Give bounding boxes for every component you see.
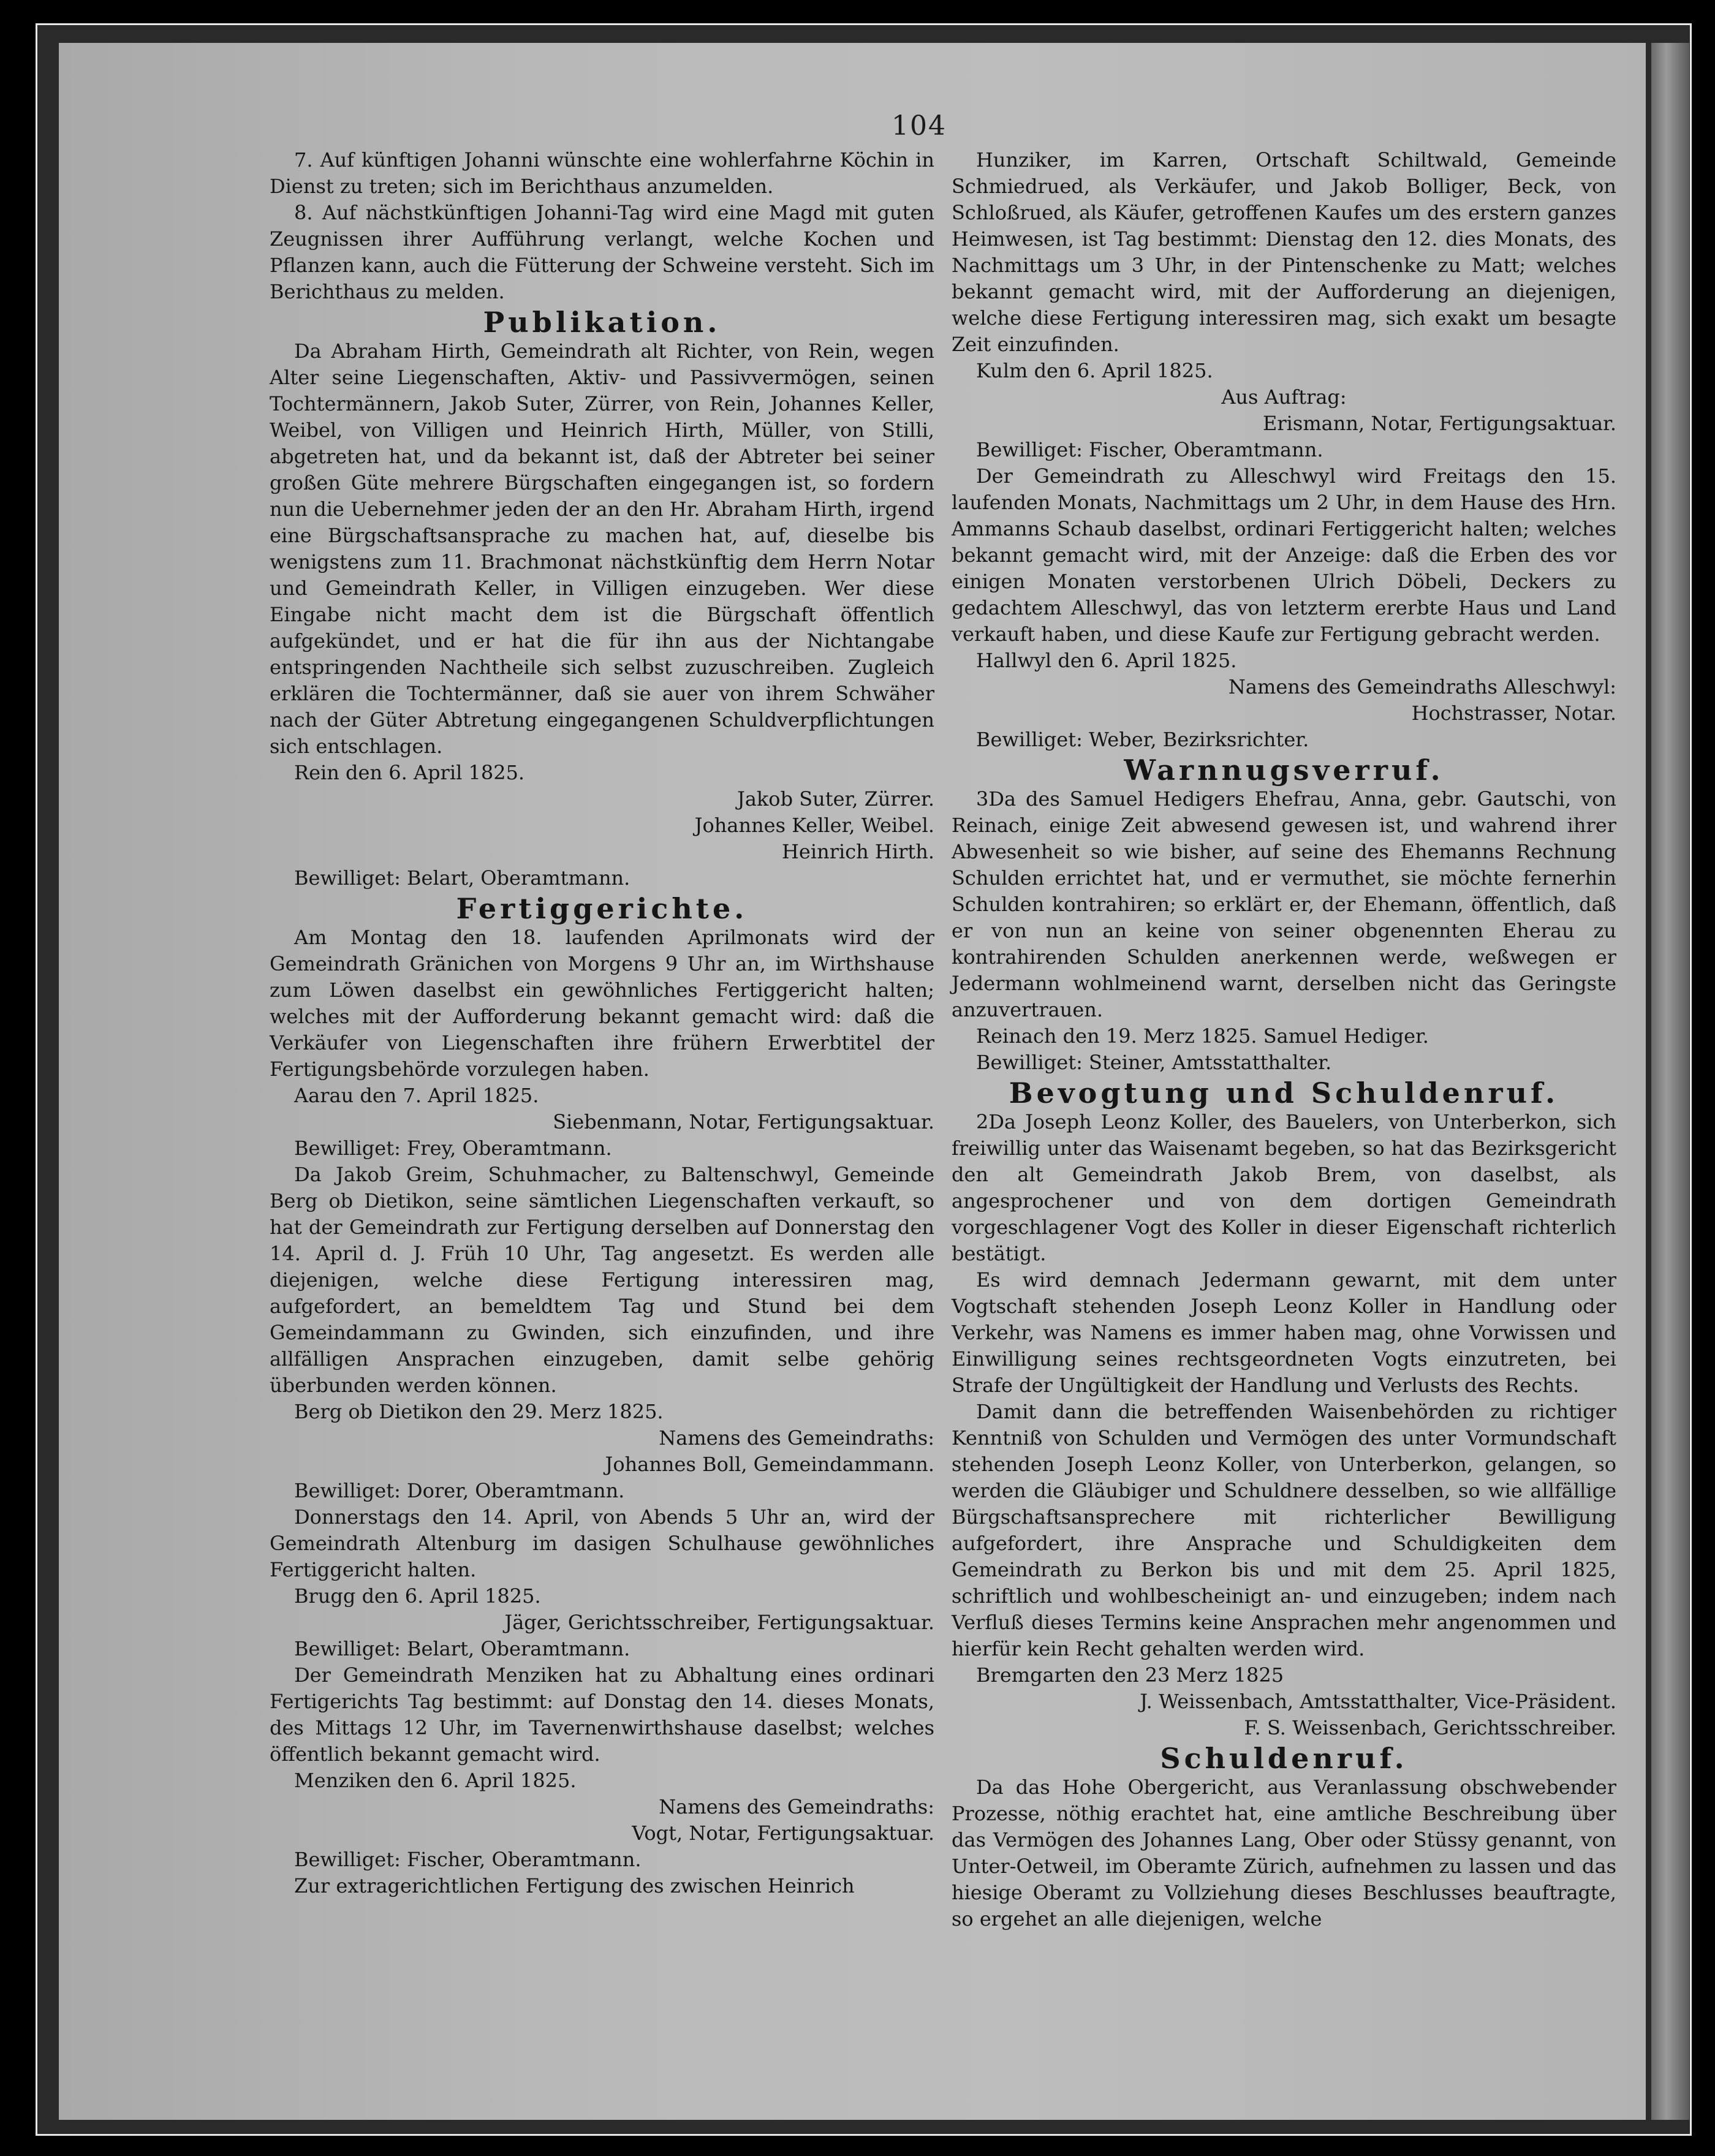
- paragraph: Rein den 6. April 1825.: [294, 761, 525, 784]
- signature-line: Namens des Gemeindraths Alleschwyl:: [1228, 675, 1616, 698]
- paragraph: Es wird demnach Jedermann gewarnt, mit dem unter Vogtschaft stehenden Joseph Leonz Koller in Handlung oder Verkehr, was Namens es immer haben mag, ohne Vorwissen und Einwilligung seines rechtsgeordneten Vogts einzutreten, bei Strafe der Ungültigkeit der Handlung und Verlusts des Rechts.: [952, 1268, 1616, 1397]
- signature-line: Johannes Keller, Weibel.: [694, 814, 934, 837]
- paragraph: Bewilliget: Dorer, Oberamtmann.: [294, 1479, 625, 1502]
- paragraph: Bewilliget: Fischer, Oberamtmann.: [976, 438, 1323, 461]
- section-heading: Publikation.: [483, 306, 721, 339]
- section-heading: Fertiggerichte.: [456, 892, 748, 925]
- paragraph: Bewilliget: Frey, Oberamtmann.: [294, 1137, 612, 1160]
- paragraph: Damit dann die betreffenden Waisenbehörden zu richtiger Kenntniß von Schulden und Vermögen des unter Vormundschaft stehenden Joseph Leonz Koller, von Unterberkon, gelangen, so werden die Gläubiger und Schuldnere desselben, so wie allfällige Bürgschaftsansprechere mit richterlicher Bewilligung aufgefordert, ihre Ansprache und Schuldigkeiten dem Gemeindrath zu Berkon bis und mit dem 25. April 1825, schriftlich und wohlbescheinigt an- und einzugeben; indem nach Verfluß dieses Termins keine Ansprachen mehr angenommen und hierfür kein Recht gehalten werden wird.: [952, 1400, 1616, 1660]
- paragraph: Der Gemeindrath zu Alleschwyl wird Freitags den 15. laufenden Monats, Nachmittags um 2 Uhr, in dem Hause des Hrn. Ammanns Schaub daselbst, ordinari Fertiggericht halten; welches bekannt gemacht wird, mit der Anzeige: daß die Erben des vor einigen Monaten verstorbenen Ulrich Döbeli, Deckers zu gedachtem Alleschwyl, das von letzterm ererbte Haus und Land verkauft haben, und diese Kaufe zur Fertigung gebracht werden.: [952, 464, 1616, 646]
- paragraph: Hallwyl den 6. April 1825.: [976, 649, 1237, 672]
- signature-line: Johannes Boll, Gemeindammann.: [605, 1453, 934, 1476]
- paragraph: Am Montag den 18. laufenden Aprilmonats wird der Gemeindrath Gränichen von Morgens 9 Uhr an, im Wirthshause zum Löwen daselbst ein gewöhnliches Fertiggericht halten; welches mit der Aufforderung bekannt gemacht wird: daß die Verkäufer von Liegenschaften ihre frühern Erwerbtitel der Fertigungsbehörde vorzulegen haben.: [270, 926, 934, 1081]
- signature-line: Namens des Gemeindraths:: [659, 1426, 934, 1450]
- paragraph: Bewilliget: Belart, Oberamtmann.: [294, 1637, 630, 1660]
- section-heading: Warnnugsverruf.: [1124, 754, 1444, 787]
- paragraph: Reinach den 19. Merz 1825. Samuel Hediger.: [976, 1024, 1429, 1048]
- paragraph: Bewilliget: Belart, Oberamtmann.: [294, 866, 630, 890]
- paragraph: 2Da Joseph Leonz Koller, des Bauelers, von Unterberkon, sich freiwillig unter das Waisenamt begeben, so hat das Bezirksgericht den alt Gemeindrath Jakob Brem, von daselbst, als angesprochener und von dem dortigen Gemeindrath vorgeschlagener Vogt des Koller in dieser Eigenschaft richterlich bestätigt.: [952, 1110, 1616, 1265]
- centered-line: Aus Auftrag:: [1221, 385, 1347, 409]
- page-number: 104: [892, 110, 947, 142]
- paragraph: Brugg den 6. April 1825.: [294, 1584, 541, 1608]
- signature-line: J. Weissenbach, Amtsstatthalter, Vice-Präsident.: [1140, 1690, 1616, 1713]
- paragraph: Da Jakob Greim, Schuhmacher, zu Baltenschwyl, Gemeinde Berg ob Dietikon, seine sämtlichen Liegenschaften verkauft, so hat der Gemeindrath zur Fertigung derselben auf Donnerstag den 14. April d. J. Früh 10 Uhr, Tag angesetzt. Es werden alle diejenigen, welche diese Fertigung interessiren mag, aufgefordert, an bemeldtem Tag und Stund bei dem Gemeindammann zu Gwinden, sich einzufinden, und ihre allfälligen Ansprachen einzugeben, damit selbe gehörig überbunden werden können.: [270, 1163, 934, 1397]
- paragraph: Da das Hohe Obergericht, aus Veranlassung obschwebender Prozesse, nöthig erachtet hat, eine amtliche Beschreibung über das Vermögen des Johannes Lang, Ober oder Stüssy genannt, von Unter-Oetweil, im Oberamte Zürich, aufnehmen zu lassen und das hiesige Oberamt zu Vollziehung dieses Beschlusses beauftragte, so ergehet an alle diejenigen, welche: [952, 1776, 1616, 1931]
- paragraph: Hunziker, im Karren, Ortschaft Schiltwald, Gemeinde Schmiedrued, als Verkäufer, und Jakob Bolliger, Beck, von Schloßrued, als Käufer, getroffenen Kaufes um des erstern ganzes Heimwesen, ist Tag bestimmt: Dienstag den 12. dies Monats, des Nachmittags um 3 Uhr, in der Pintenschenke zu Matt; welches bekannt gemacht wird, mit der Aufforderung an diejenigen, welche diese Fertigung interessiren mag, sich exakt um besagte Zeit einzufinden.: [952, 148, 1616, 356]
- paragraph: 8. Auf nächstkünftigen Johanni-Tag wird eine Magd mit guten Zeugnissen ihrer Aufführung verlangt, welche Kochen und Pflanzen kann, auch die Fütterung der Schweine versteht. Sich im Berichthaus zu melden.: [270, 201, 934, 303]
- section-heading: Schuldenruf.: [1160, 1742, 1408, 1775]
- right-column: [952, 147, 1616, 1932]
- page-gutter: [1651, 43, 1689, 2120]
- paragraph: Bremgarten den 23 Merz 1825: [976, 1663, 1284, 1687]
- paragraph: Bewilliget: Weber, Bezirksrichter.: [976, 728, 1309, 751]
- paragraph: Donnerstags den 14. April, von Abends 5 Uhr an, wird der Gemeindrath Altenburg im dasigen Schulhause gewöhnliches Fertiggericht halten.: [270, 1505, 934, 1581]
- paragraph: Der Gemeindrath Menziken hat zu Abhaltung eines ordinari Fertigerichts Tag bestimmt: auf Donstag den 14. dieses Monats, des Mittags 12 Uhr, im Tavernenwirthshause daselbst; welches öffentlich bekannt gemacht wird.: [270, 1663, 934, 1766]
- paragraph: Da Abraham Hirth, Gemeindrath alt Richter, von Rein, wegen Alter seine Liegenschaften, Aktiv- und Passivvermögen, seinen Tochtermännern, Jakob Suter, Zürrer, von Rein, Johannes Keller, Weibel, von Villigen und Heinrich Hirth, Müller, von Stilli, abgetreten hat, und da bekannt ist, daß der Abtreter bei seiner großen Güte mehrere Bürgschaften eingegangen ist, so fordern nun die Uebernehmer jeden der an den Hr. Abraham Hirth, irgend eine Bürgschaftsansprache zu machen hat, auf, dieselbe bis wenigstens zum 11. Brachmonat nächstkünftig dem Herrn Notar und Gemeindrath Keller, in Villigen einzugeben. Wer diese Eingabe nicht macht dem ist die Bürgschaft öffentlich aufgekündet, und er hat die für ihn aus der Nichtangabe entspringenden Nachtheile sich selbst zuzuschreiben. Zugleich erklären die Tochtermänner, daß sie auer von ihrem Schwäher nach der Güter Abtretung eingegangenen Schuldverpflichtungen sich entschlagen.: [270, 339, 934, 758]
- paragraph: Zur extragerichtlichen Fertigung des zwischen Heinrich: [294, 1874, 855, 1897]
- signature-line: Jakob Suter, Zürrer.: [737, 787, 934, 811]
- left-column: [270, 147, 934, 1899]
- paragraph: Bewilliget: Steiner, Amtsstatthalter.: [976, 1051, 1332, 1074]
- paragraph: Bewilliget: Fischer, Oberamtmann.: [294, 1848, 642, 1871]
- paragraph: Kulm den 6. April 1825.: [976, 359, 1213, 382]
- signature-line: Vogt, Notar, Fertigungsaktuar.: [632, 1821, 934, 1845]
- signature-line: Siebenmann, Notar, Fertigungsaktuar.: [553, 1110, 934, 1133]
- signature-line: Jäger, Gerichtsschreiber, Fertigungsaktuar.: [504, 1611, 934, 1634]
- section-heading: Bevogtung und Schuldenruf.: [1009, 1076, 1559, 1110]
- paragraph: 7. Auf künftigen Johanni wünschte eine wohlerfahrne Köchin in Dienst zu treten; sich im Berichthaus anzumelden.: [270, 148, 934, 198]
- signature-line: F. S. Weissenbach, Gerichtsschreiber.: [1244, 1716, 1616, 1739]
- signature-line: Erismann, Notar, Fertigungsaktuar.: [1263, 412, 1616, 435]
- paragraph: Berg ob Dietikon den 29. Merz 1825.: [294, 1400, 664, 1423]
- signature-line: Hochstrasser, Notar.: [1411, 702, 1616, 725]
- paragraph: Aarau den 7. April 1825.: [294, 1084, 539, 1107]
- paragraph: 3Da des Samuel Hedigers Ehefrau, Anna, gebr. Gautschi, von Reinach, einige Zeit abwesend gewesen ist, und wahrend ihrer Abwesenheit so wie bisher, auf seine des Ehemanns Rechnung Schulden errichtet hat, und er vermuthet, sie möchte fernerhin Schulden kontrahiren; so erklärt er, der Ehemann, öffentlich, daß er von nun an keine von seiner obgenennten Eherau zu kontrahirenden Schulden anerkennen werde, weßwegen er Jedermann wohlmeinend warnt, derselben nicht das Geringste anzuvertrauen.: [952, 787, 1616, 1021]
- paragraph: Menziken den 6. April 1825.: [294, 1769, 577, 1792]
- signature-line: Heinrich Hirth.: [782, 840, 934, 863]
- signature-line: Namens des Gemeindraths:: [659, 1795, 934, 1818]
